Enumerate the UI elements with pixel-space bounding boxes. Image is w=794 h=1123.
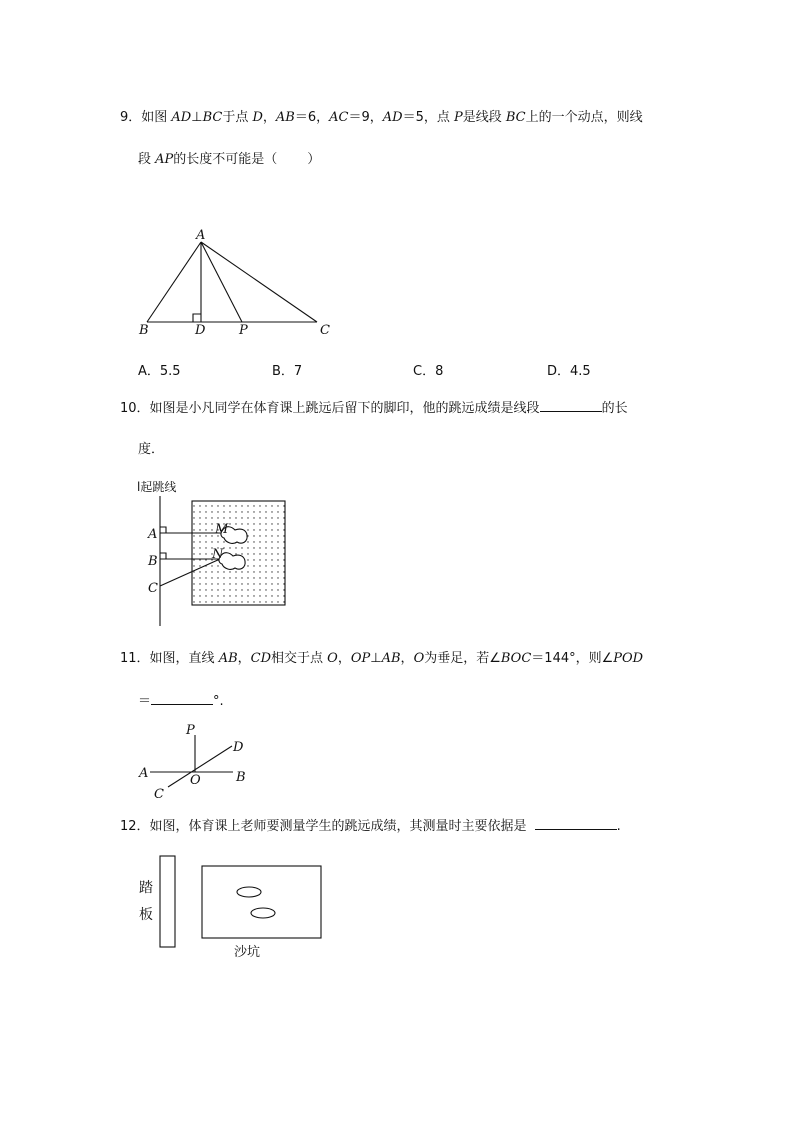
label-P: P <box>239 323 248 338</box>
label-D: D <box>195 323 206 338</box>
option-a[interactable]: A．5.5 <box>138 364 181 379</box>
footprint-1 <box>237 887 261 897</box>
label-D: D <box>233 740 244 755</box>
q9-number: 9． <box>120 110 142 125</box>
label-C: C <box>148 581 158 596</box>
label-N: N <box>212 547 224 562</box>
label-B: B <box>139 323 149 338</box>
q11-number: 11． <box>120 651 150 666</box>
q10-stem-line2: 度． <box>138 442 165 457</box>
label-P: P <box>186 723 195 738</box>
q11-stem-line1: 11．如图，直线 AB，CD相交于点 O，OP⊥AB，O为垂足，若∠BOC＝144°，则∠POD <box>120 651 644 666</box>
q11-stem-line2: ＝ °. <box>138 694 224 709</box>
q12-stem-line1: 12．如图，体育课上老师要测量学生的跳远成绩，其测量时主要依据是 . <box>120 819 621 834</box>
q10-stem-line1: 10．如图是小凡同学在体育课上跳远后留下的脚印，他的跳远成绩是线段 的长 <box>120 401 628 416</box>
board-label-char2: 板 <box>139 907 153 923</box>
label-C: C <box>320 323 330 338</box>
label-B: B <box>236 770 246 785</box>
sand-pit-label: 沙坑 <box>234 945 261 960</box>
footprint-2 <box>251 908 275 918</box>
takeoff-board <box>160 856 175 947</box>
q12-number: 12． <box>120 819 150 834</box>
takeoff-line-label: l起跳线 <box>137 480 177 494</box>
q9-stem-line2: 段 AP的长度不可能是（ ） <box>138 152 321 167</box>
option-d[interactable]: D．4.5 <box>547 364 591 379</box>
option-c[interactable]: C．8 <box>413 364 444 379</box>
label-A: A <box>196 228 206 243</box>
label-M: M <box>215 522 229 537</box>
sand-pit <box>202 866 321 938</box>
board-label-char1: 踏 <box>139 880 153 896</box>
label-A: A <box>148 527 158 542</box>
label-B: B <box>148 554 158 569</box>
label-O: O <box>190 773 201 788</box>
label-A: A <box>139 766 149 781</box>
q10-number: 10． <box>120 401 150 416</box>
q9-stem-line1: 9．如图 AD⊥BC于点 D，AB＝6，AC＝9，AD＝5，点 P是线段 BC上的一个动点，则线 <box>120 110 643 125</box>
label-C: C <box>154 787 164 802</box>
option-b[interactable]: B．7 <box>272 364 303 379</box>
